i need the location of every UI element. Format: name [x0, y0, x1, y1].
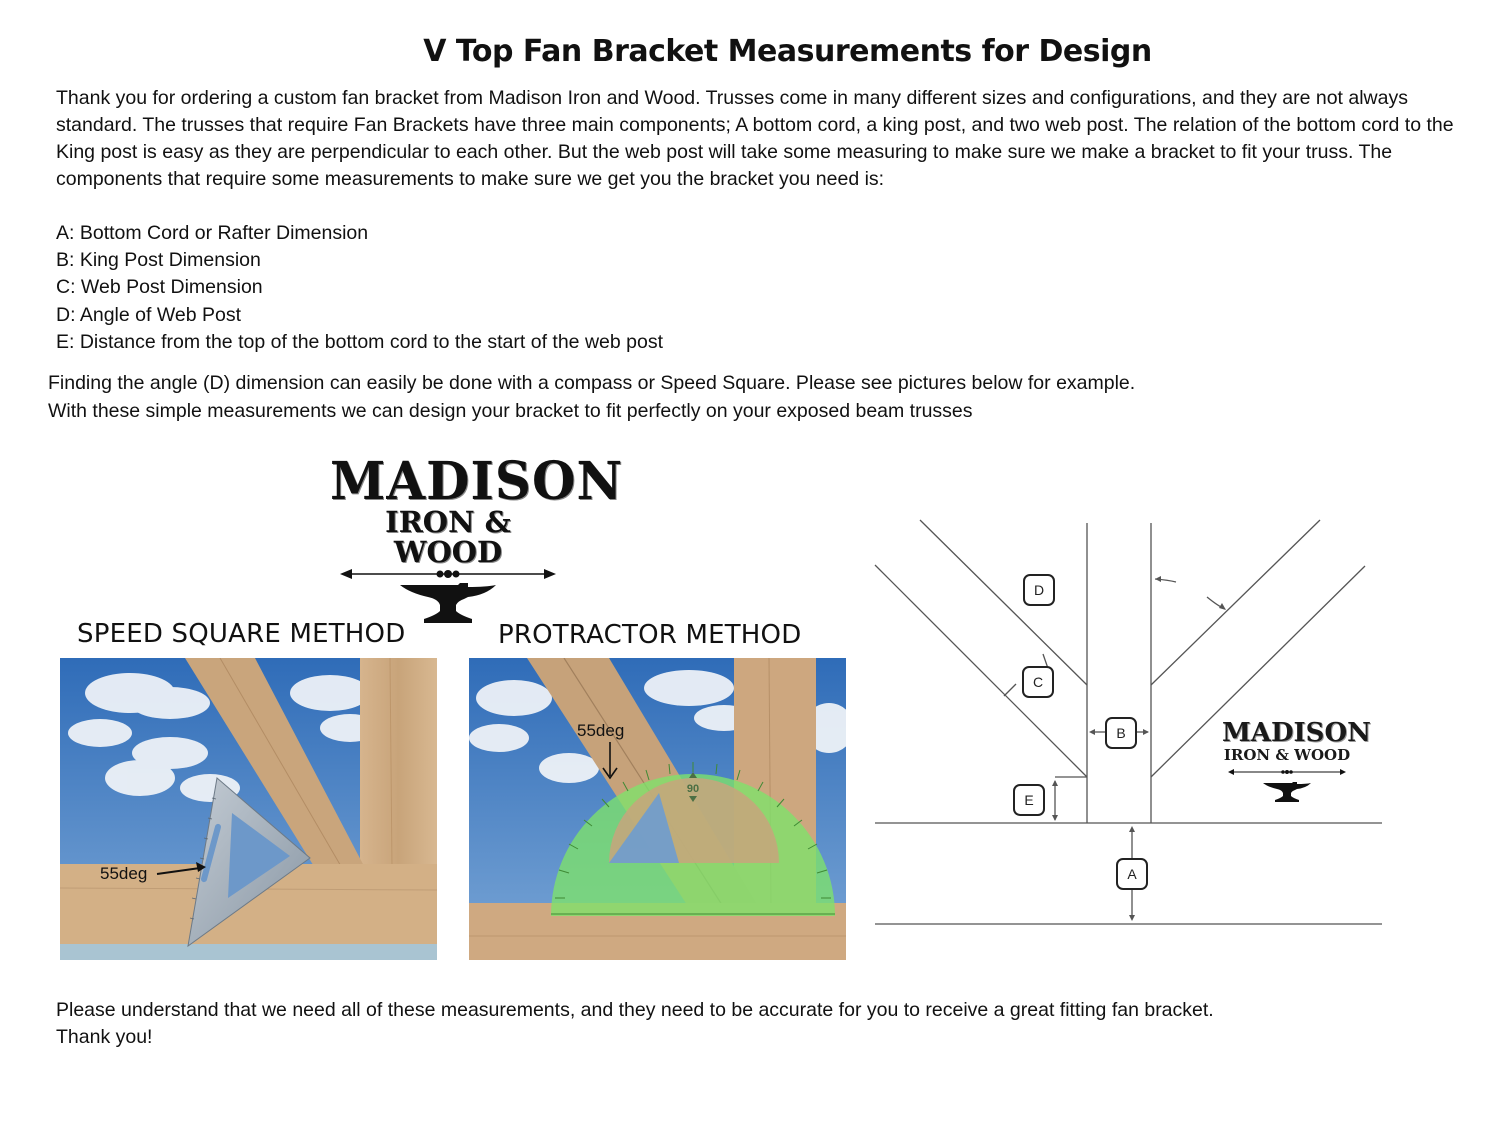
diagram-logo	[1222, 718, 1371, 808]
finding-angle-text	[48, 370, 1135, 425]
finding-line-1: Finding the angle (D) dimension can easily be done with a compass or Speed Square. Please see pictures below for example.	[48, 372, 1136, 394]
logo-line-1: MADISON	[330, 449, 624, 512]
protractor-annotation: 55deg	[577, 721, 625, 740]
speed-square-method-label: SPEED SQUARE METHOD	[77, 619, 406, 649]
diagram-label-a: A	[1116, 858, 1148, 890]
closing-line-2: Thank you!	[56, 1026, 153, 1048]
anvil-icon	[398, 581, 498, 625]
diagram-logo-line-1: MADISON	[1222, 718, 1371, 748]
speed-square-photo	[60, 658, 437, 960]
diagram-label-b: B	[1105, 717, 1137, 749]
diagram-logo-line-2: IRON & WOOD	[1223, 746, 1351, 764]
logo-line-2: IRON & WOOD	[385, 505, 511, 569]
diagram-label-c: C	[1022, 666, 1054, 698]
closing-line-1: Please understand that we need all of these measurements, and they need to be accurate for you to receive a great fitting fan bracket.	[56, 999, 1214, 1021]
diagram-anvil-icon	[1262, 781, 1312, 803]
speed-square-annotation: 55deg	[100, 864, 148, 883]
closing-text	[56, 997, 1214, 1051]
company-logo	[330, 449, 624, 605]
diagram-logo-arrow-divider	[1227, 768, 1347, 776]
protractor-90-label: 90	[686, 783, 700, 795]
dimension-list	[56, 220, 663, 356]
intro-text	[56, 85, 1466, 193]
diagram-label-d: D	[1023, 574, 1055, 606]
dimension-item-d: D: Angle of Web Post	[56, 303, 241, 326]
dimension-item-a: A: Bottom Cord or Rafter Dimension	[56, 222, 369, 244]
dimension-item-b: B: King Post Dimension	[56, 249, 261, 272]
finding-line-2: With these simple measurements we can design your bracket to fit perfectly on your exposed beam trusses	[48, 399, 973, 422]
protractor-photo	[469, 658, 846, 960]
dimension-item-e: E: Distance from the top of the bottom cord to the start of the web post	[56, 330, 663, 353]
protractor-method-label: PROTRACTOR METHOD	[498, 620, 802, 650]
intro-paragraph: Thank you for ordering a custom fan bracket from Madison Iron and Wood. Trusses come in many different sizes and configurations, and they are not always standard. The trusses that require Fan Brackets have three main components; A bottom cord, a king post, and two web post. The relation of the bottom cord to the King post is easy as they are perpendicular to each other. But the web post will take some measuring to make sure we make a bracket to fit your truss. The components that require some measurements to make sure we get you the bracket you need is:	[56, 87, 1454, 190]
dimension-item-c: C: Web Post Dimension	[56, 276, 263, 299]
logo-arrow-divider	[338, 567, 558, 581]
page-title: V Top Fan Bracket Measurements for Design	[423, 34, 1152, 69]
diagram-label-e: E	[1013, 784, 1045, 816]
